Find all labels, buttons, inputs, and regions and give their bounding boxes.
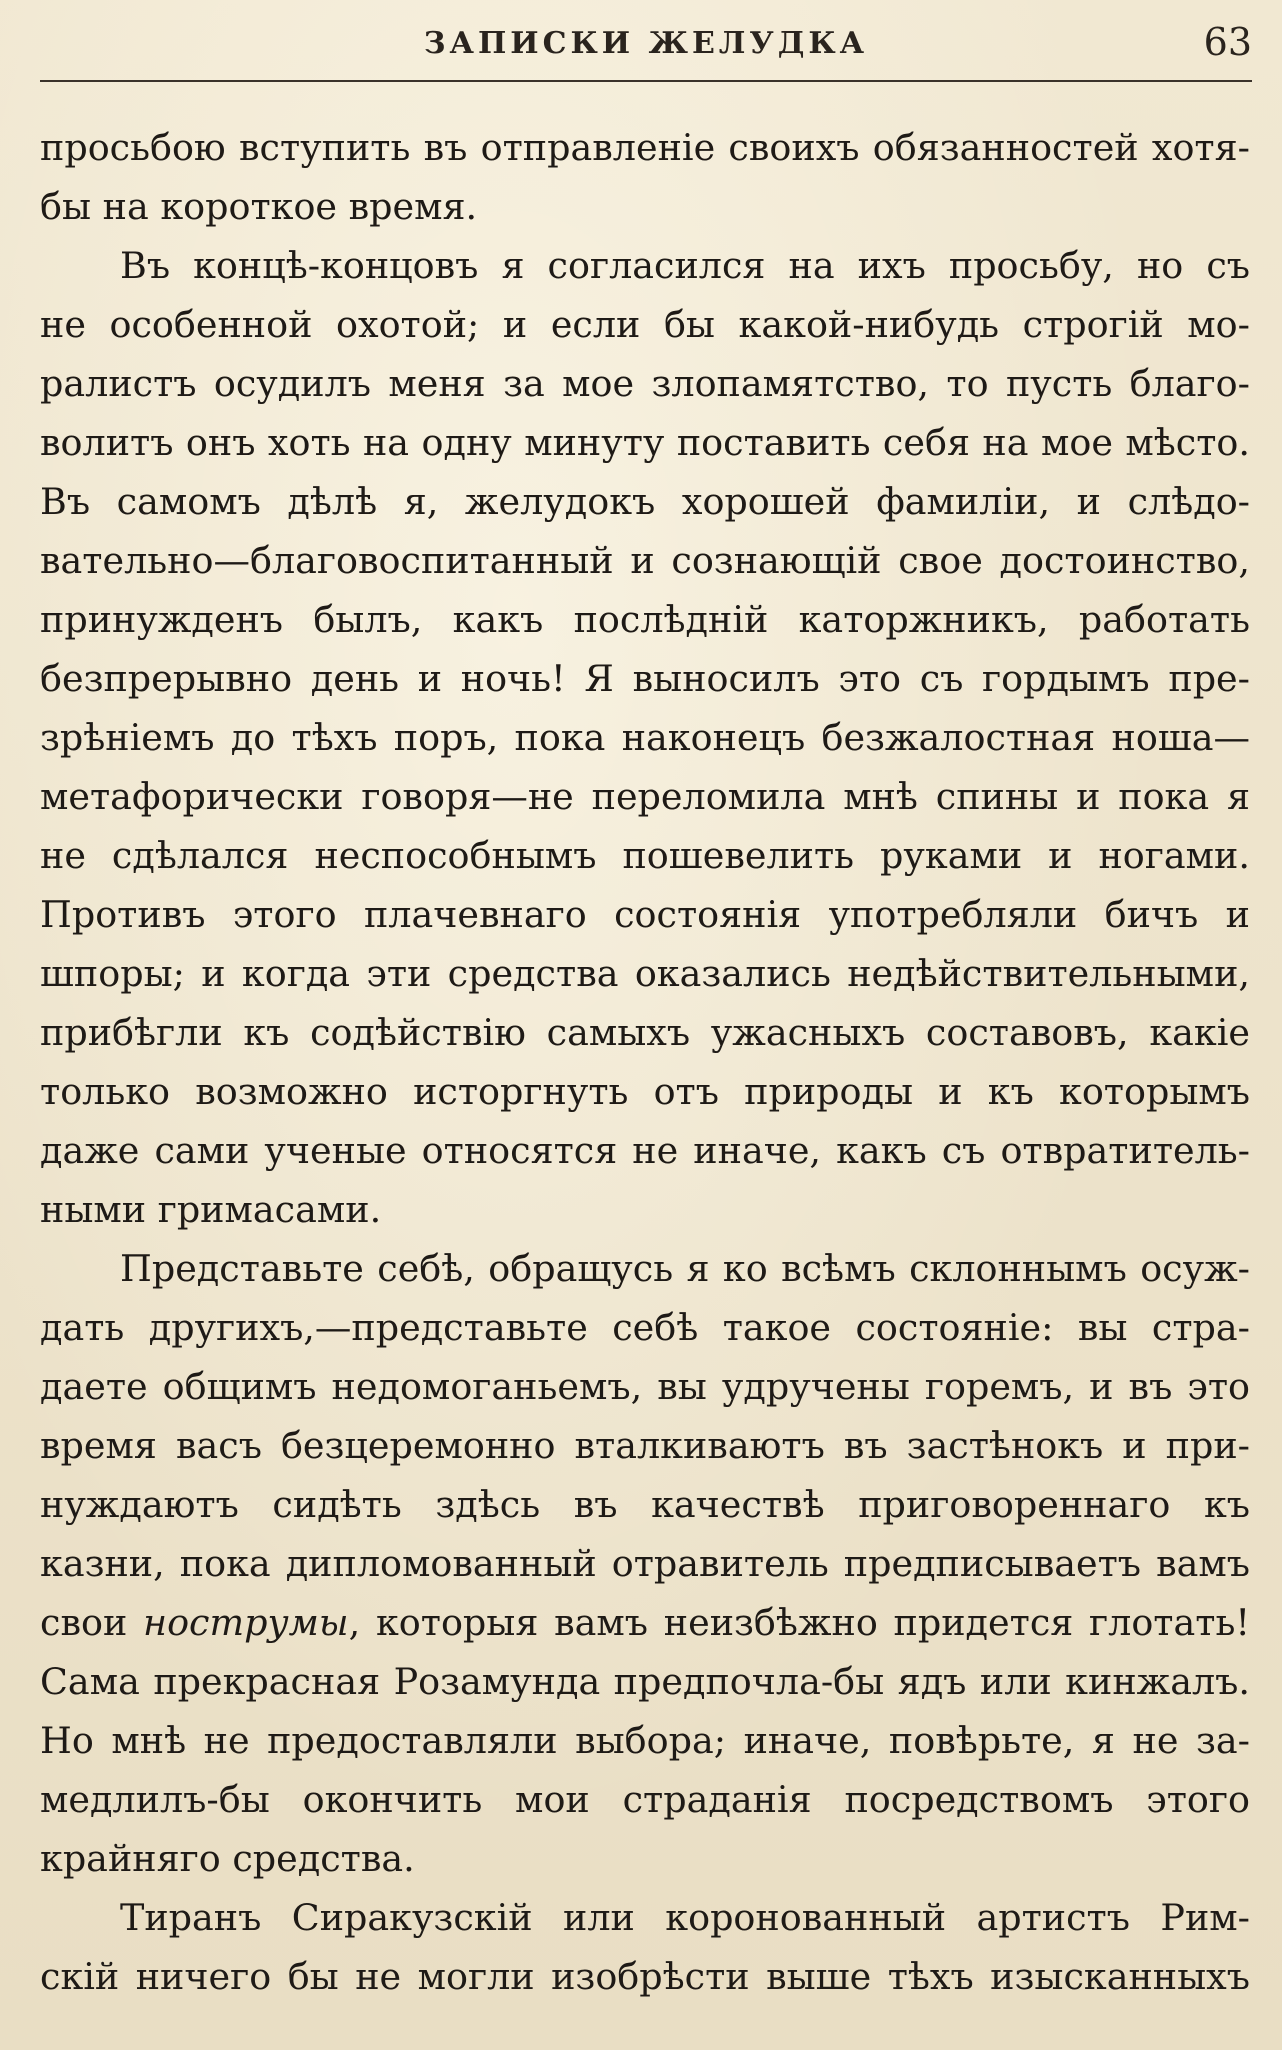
italic-word: нострумы	[143, 1601, 349, 1644]
text-line: бы на короткое время.	[40, 185, 478, 228]
page-header	[40, 18, 1252, 80]
text-segment: , которыя вамъ неизбѣжно придется глотать!	[348, 1601, 1250, 1644]
text-line: даете общимъ недомоганьемъ, вы удручены горемъ, и въ это	[40, 1365, 1250, 1408]
text-line: волитъ онъ хоть на одну минуту поставить себя на мое мѣсто.	[40, 421, 1250, 464]
text-line: ными гримасами.	[40, 1188, 382, 1231]
text-line: крайняго средства.	[40, 1837, 415, 1880]
text-line: нуждаютъ сидѣть здѣсь въ качествѣ приговореннаго къ	[40, 1483, 1250, 1526]
text-line: только возможно исторгнуть отъ природы и къ которымъ	[40, 1070, 1250, 1113]
text-line: вательно—благовоспитанный и сознающій свое достоинство,	[40, 539, 1250, 582]
text-line: Представьте себѣ, обращусь я ко всѣмъ склоннымъ осуж-	[120, 1247, 1250, 1290]
text-line: зрѣніемъ до тѣхъ поръ, пока наконецъ безжалостная ноша—	[40, 716, 1250, 759]
text-line: Противъ этого плачевнаго состоянія употребляли бичъ и	[40, 893, 1250, 936]
text-line: метафорически говоря—не переломила мнѣ спины и пока я	[40, 775, 1250, 818]
text-line: прибѣгли къ содѣйствію самыхъ ужасныхъ составовъ, какіе	[40, 1011, 1250, 1054]
running-title: ЗАПИСКИ ЖЕЛУДКА	[423, 26, 869, 61]
text-segment: свои	[40, 1601, 144, 1644]
text-line: время васъ безцеремонно вталкиваютъ въ застѣнокъ и при-	[40, 1424, 1250, 1467]
text-line: даже сами ученые относятся не иначе, какъ съ отвратитель-	[40, 1129, 1250, 1172]
text-line	[40, 1593, 1250, 1652]
text-line: не особенной охотой; и если бы какой-нибудь строгій мо-	[40, 303, 1250, 346]
text-line: Но мнѣ не предоставляли выбора; иначе, повѣрьте, я не за-	[40, 1719, 1250, 1762]
text-line: казни, пока дипломованный отравитель предписываетъ вамъ	[40, 1542, 1250, 1585]
text-line: медлилъ-бы окончить мои страданія посредствомъ этого	[40, 1778, 1250, 1821]
text-line: Въ концѣ-концовъ я согласился на ихъ просьбу, но съ	[120, 244, 1250, 287]
body-text	[40, 118, 1250, 2006]
text-line: скій ничего бы не могли изобрѣсти выше тѣхъ изысканныхъ	[40, 1955, 1250, 1998]
text-line: дать другихъ,—представьте себѣ такое состояніе: вы стра-	[40, 1306, 1250, 1349]
text-line: шпоры; и когда эти средства оказались недѣйствительными,	[40, 952, 1250, 995]
text-line: Въ самомъ дѣлѣ я, желудокъ хорошей фамиліи, и слѣдо-	[40, 480, 1250, 523]
header-rule	[40, 80, 1252, 82]
text-line: безпрерывно день и ночь! Я выносилъ это съ гордымъ пре-	[40, 657, 1250, 700]
text-line: Сама прекрасная Розамунда предпочла-бы ядъ или кинжалъ.	[40, 1660, 1250, 1703]
text-line: просьбою вступить въ отправленіе своихъ обязанностей хотя-	[40, 126, 1250, 169]
text-line: ралистъ осудилъ меня за мое злопамятство, то пусть благо-	[40, 362, 1250, 405]
text-line: Тиранъ Сиракузскій или коронованный артистъ Рим-	[120, 1896, 1250, 1939]
text-line: не сдѣлался неспособнымъ пошевелить руками и ногами.	[40, 834, 1250, 877]
text-line: принужденъ былъ, какъ послѣдній каторжникъ, работать	[40, 598, 1250, 641]
page-number: 63	[1203, 20, 1252, 64]
